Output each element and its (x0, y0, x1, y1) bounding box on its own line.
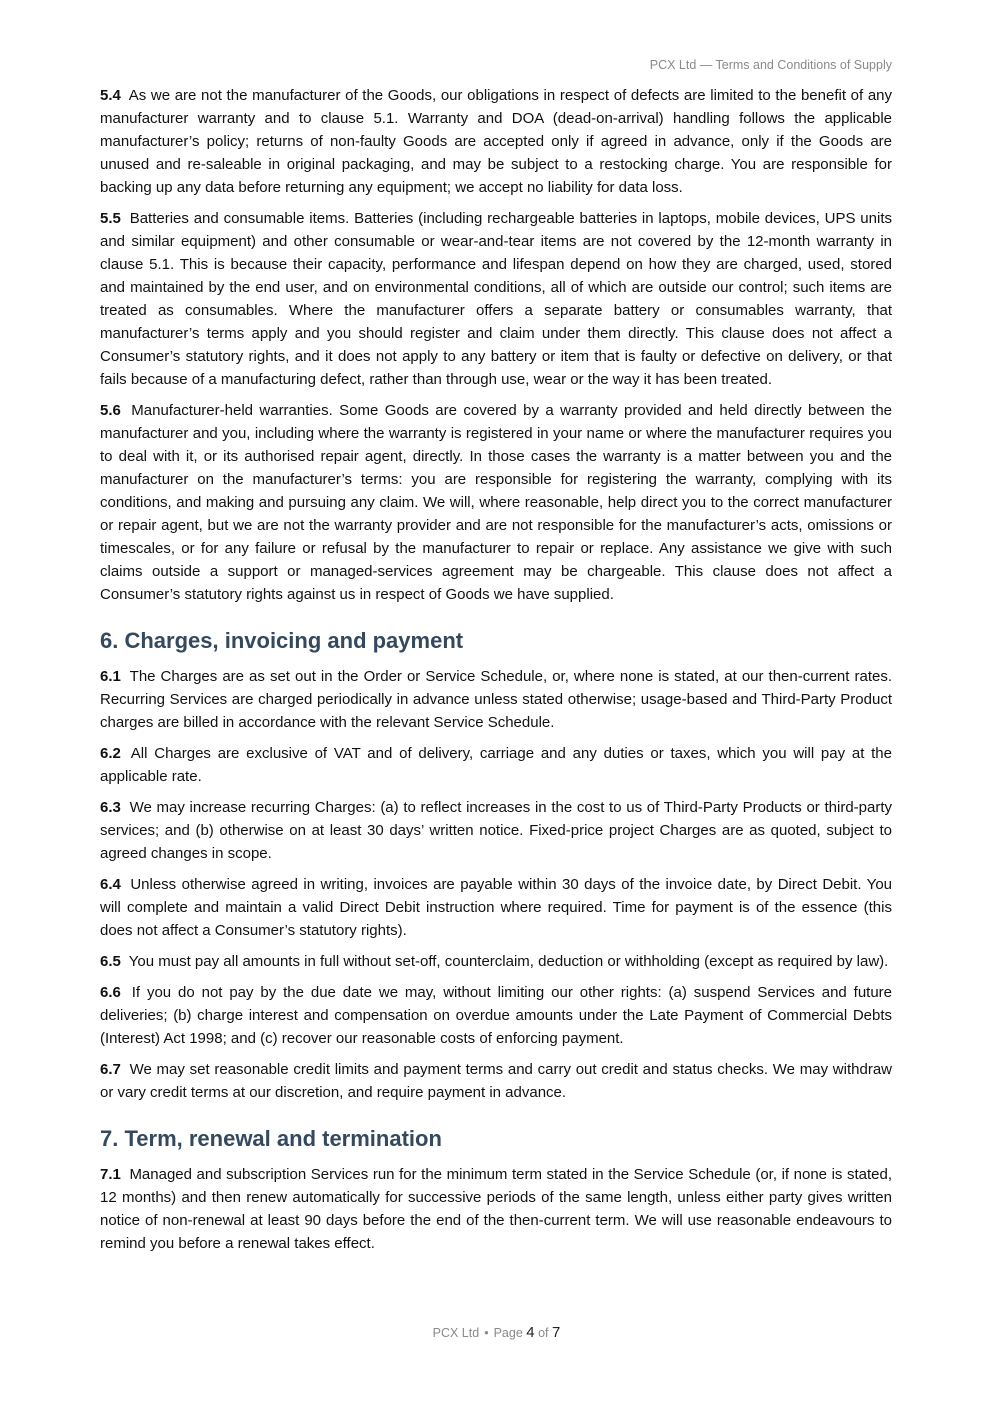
clause-text: The Charges are as set out in the Order or Service Schedule, or, where none is stated, at our then-current rates. Recurring Services are charged periodically in advance unless stated otherwise; usage-based and Third-Party Product charges are billed in accordance with the relevant Service Schedule. (100, 668, 892, 731)
clause-5-6 (100, 399, 892, 606)
clause-text: Unless otherwise agreed in writing, invoices are payable within 30 days of the invoice date, by Direct Debit. You will complete and maintain a valid Direct Debit instruction where required. Time for payment is of the essence (this does not affect a Consumer’s statutory rights). (100, 876, 892, 939)
clause-number: 6.2 (100, 745, 121, 762)
clause-number: 5.5 (100, 210, 121, 227)
page-content (100, 84, 892, 1263)
footer-separator: • (484, 1326, 489, 1340)
section-heading-charges: 6. Charges, invoicing and payment (100, 628, 464, 653)
page-number-current: 4 (526, 1324, 535, 1341)
clause-text: You must pay all amounts in full without set-off, counterclaim, deduction or withholding (except as required by law). (128, 953, 889, 970)
clause-text: We may set reasonable credit limits and payment terms and carry out credit and status checks. We may withdraw or vary credit terms at our discretion, and require payment in advance. (100, 1061, 892, 1101)
footer-of-label: of (538, 1326, 549, 1340)
clause-number: 6.3 (100, 799, 121, 816)
clause-number: 6.5 (100, 953, 121, 970)
clause-number: 7.1 (100, 1166, 121, 1183)
clause-number: 6.1 (100, 668, 121, 685)
running-header: PCX Ltd — Terms and Conditions of Supply (649, 58, 892, 72)
clause-text: All Charges are exclusive of VAT and of delivery, carriage and any duties or taxes, which you will pay at the applicable rate. (100, 745, 892, 785)
clause-6-4 (100, 873, 892, 942)
clause-number: 6.4 (100, 876, 121, 893)
clause-6-3 (100, 796, 892, 865)
clause-number: 5.4 (100, 87, 121, 104)
clause-text: Manufacturer-held warranties. Some Goods are covered by a warranty provided and held directly between the manufacturer and you, including where the warranty is registered in your name or where the manufacturer requires you to deal with it, or its authorised repair agent, directly. In those cases the warranty is a matter between you and the manufacturer on the manufacturer’s terms: you are responsible for registering the warranty, complying with its conditions, and making and pursuing any claim. We will, where reasonable, help direct you to the correct manufacturer or repair agent, but we are not the warranty provider and are not responsible for the manufacturer’s acts, omissions or timescales, or for any failure or refusal by the manufacturer to repair or replace. Any assistance we give with such claims outside a support or managed-services agreement may be chargeable. This clause does not affect a Consumer’s statutory rights against us in respect of Goods we have supplied. (100, 402, 893, 603)
clause-text: If you do not pay by the due date we may, without limiting our other rights: (a) suspend Services and future deliveries; (b) charge interest and compensation on overdue amounts under the Late Payment of Commercial Debts (Interest) Act 1998; and (c) recover our reasonable costs of enforcing payment. (100, 984, 893, 1047)
clause-number: 5.6 (100, 402, 121, 419)
clause-text: Managed and subscription Services run for the minimum term stated in the Service Schedule (or, if none is stated, 12 months) and then renew automatically for successive periods of the same length, unless either party gives written notice of non-renewal at least 90 days before the end of the then-current term. We will use reasonable endeavours to remind you before a renewal takes effect. (100, 1166, 892, 1252)
footer-company: PCX Ltd (432, 1326, 480, 1340)
clause-5-5 (100, 207, 892, 391)
clause-6-5 (100, 950, 892, 973)
clause-text: Batteries and consumable items. Batteries (including rechargeable batteries in laptops, mobile devices, UPS units and similar equipment) and other consumable or wear-and-tear items are not covered by the 12-month warranty in clause 5.1. This is because their capacity, performance and lifespan depend on how they are charged, used, stored and maintained by the end user, and on environmental conditions, all of which are outside our control; such items are treated as consumables. Where the manufacturer offers a separate battery or consumables warranty, that manufacturer’s terms apply and you should register and claim under them directly. This clause does not affect a Consumer’s statutory rights, and it does not apply to any battery or item that is faulty or defective on delivery, or that fails because of a manufacturing defect, rather than through use, wear or the way it has been treated. (100, 210, 892, 388)
clause-6-2 (100, 742, 892, 788)
clause-number: 6.7 (100, 1061, 121, 1078)
clause-6-1 (100, 665, 892, 734)
clause-7-1 (100, 1163, 892, 1255)
footer-page-label: Page (493, 1326, 523, 1340)
clause-text: As we are not the manufacturer of the Goods, our obligations in respect of defects are limited to the benefit of any manufacturer warranty and to clause 5.1. Warranty and DOA (dead-on-arrival) handling follows the applicable manufacturer’s policy; returns of non-faulty Goods are accepted only if agreed in advance, only if the Goods are unused and re-saleable in original packaging, and may be subject to a restocking charge. You are responsible for backing up any data before returning any equipment; we accept no liability for data loss. (100, 87, 892, 196)
section-heading-term: 7. Term, renewal and termination (100, 1126, 442, 1151)
clause-5-4 (100, 84, 892, 199)
page-number-total: 7 (552, 1324, 561, 1341)
page-footer (0, 1324, 993, 1341)
clause-text: We may increase recurring Charges: (a) to reflect increases in the cost to us of Third-Party Products or third-party services; and (b) otherwise on at least 30 days’ written notice. Fixed-price project Charges are as quoted, subject to agreed changes in scope. (100, 799, 893, 862)
clause-number: 6.6 (100, 984, 121, 1001)
clause-6-6 (100, 981, 892, 1050)
clause-6-7 (100, 1058, 892, 1104)
